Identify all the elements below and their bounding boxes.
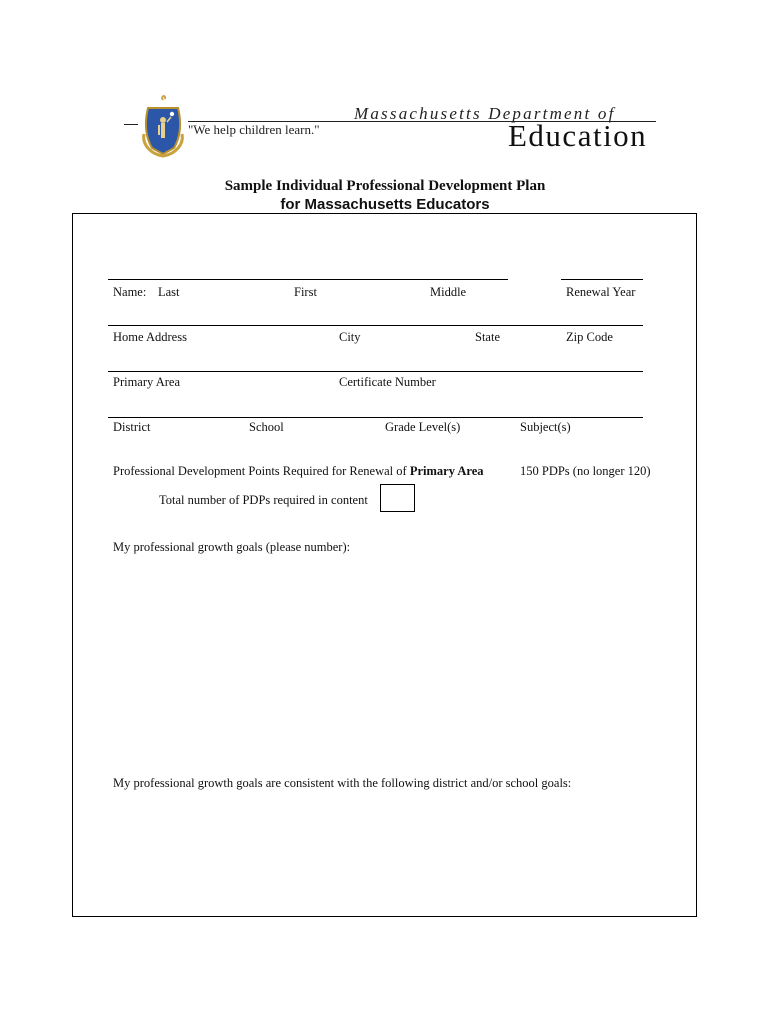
first-name-label: First — [294, 285, 317, 299]
massachusetts-seal-icon — [140, 94, 186, 158]
school-label: School — [249, 420, 284, 434]
name-underline[interactable] — [108, 279, 508, 280]
form-frame — [72, 213, 697, 917]
last-name-label: Last — [158, 285, 180, 299]
pdp-content-label: Total number of PDPs required in content — [159, 493, 368, 507]
district-label: District — [113, 420, 151, 434]
grade-levels-label: Grade Level(s) — [385, 420, 461, 434]
pdp-required-label — [113, 464, 484, 479]
agency-name: Education — [508, 118, 648, 153]
subjects-label: Subject(s) — [520, 420, 571, 434]
pdp-primary-area: Primary Area — [409, 464, 484, 478]
pdp-content-input-box[interactable] — [380, 484, 415, 512]
home-address-label: Home Address — [113, 330, 187, 344]
address-underline[interactable] — [108, 325, 643, 326]
primary-area-underline[interactable] — [108, 371, 643, 372]
primary-area-label: Primary Area — [113, 375, 180, 389]
header-rule-left — [124, 124, 138, 125]
state-label: State — [475, 330, 500, 344]
district-underline[interactable] — [108, 417, 643, 418]
zip-code-label: Zip Code — [566, 330, 613, 344]
pdp-required-prefix: Professional Development Points Required for Renewal of — [113, 464, 410, 478]
middle-name-label: Middle — [430, 285, 467, 299]
department-name: Massachusetts Department of — [354, 104, 616, 123]
certificate-number-label: Certificate Number — [339, 375, 436, 389]
city-label: City — [339, 330, 361, 344]
renewal-year-label: Renewal Year — [566, 285, 636, 299]
pdp-required-value: 150 PDPs (no longer 120) — [520, 464, 651, 478]
renewal-year-underline[interactable] — [561, 279, 643, 280]
tagline: "We help children learn." — [188, 122, 320, 137]
page-title: Sample Individual Professional Development Plan — [224, 178, 546, 194]
name-label: Name: — [113, 285, 147, 299]
goals-consistency-label: My professional growth goals are consistent with the following district and/or school goals: — [113, 776, 572, 790]
growth-goals-label: My professional growth goals (please number): — [113, 540, 351, 554]
page-subtitle: for Massachusetts Educators — [280, 196, 490, 213]
